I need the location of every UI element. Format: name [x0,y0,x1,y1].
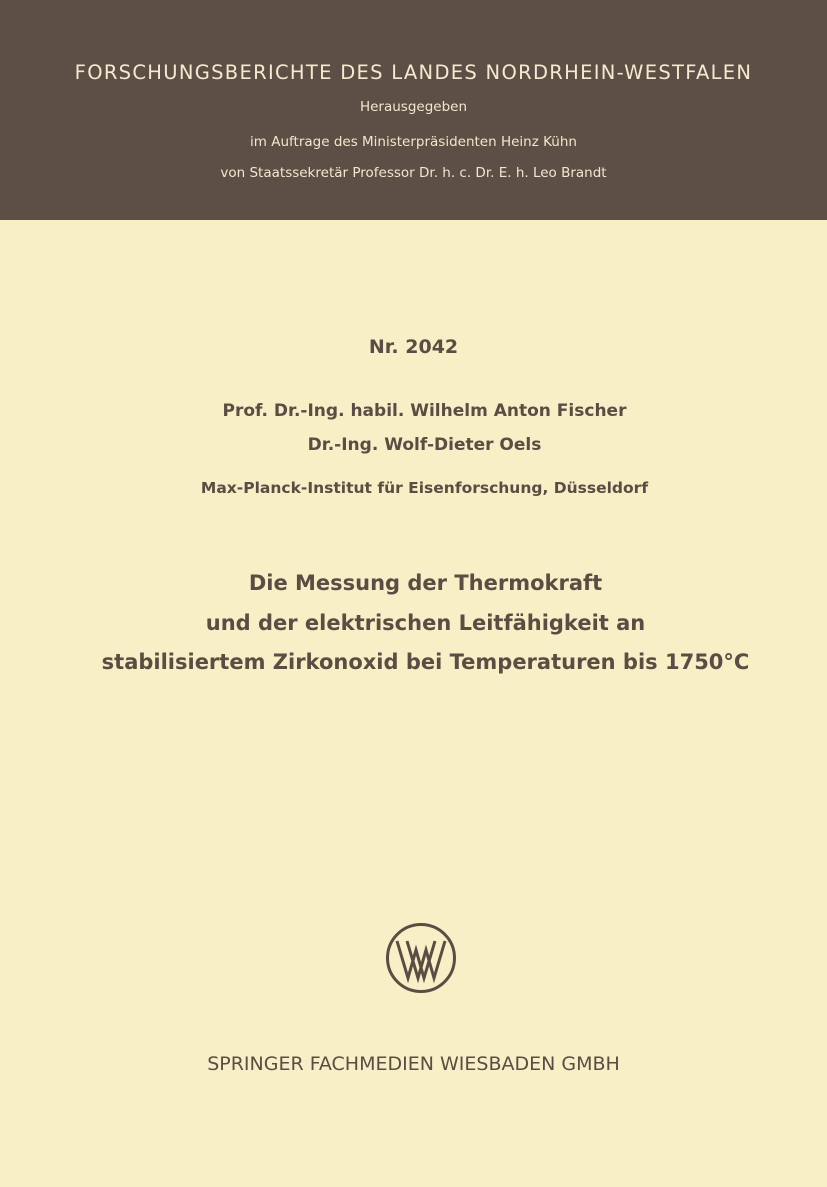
institute: Max-Planck-Institut für Eisenforschung, Düsseldorf [200,479,649,497]
editor-line-herausgegeben: Herausgegeben [359,99,468,115]
report-number: Nr. 2042 [368,336,459,358]
title-line-3: stabilisiertem Zirkonoxid bei Temperaturen bis 1750°C [101,650,750,674]
header-band [0,0,827,220]
author-oels: Dr.-Ing. Wolf-Dieter Oels [307,435,542,455]
title-line-1: Die Messung der Thermokraft [248,571,603,595]
title-line-2: und der elektrischen Leitfähigkeit an [205,611,646,635]
series-title: FORSCHUNGSBERICHTE DES LANDES NORDRHEIN-WESTFALEN [74,61,753,84]
author-fischer: Prof. Dr.-Ing. habil. Wilhelm Anton Fischer [222,401,627,421]
publisher-ww-logo-icon [385,922,457,994]
editor-line-auftrag: im Auftrage des Ministerpräsidenten Heinz Kühn [250,134,577,150]
publisher-name: SPRINGER FACHMEDIEN WIESBADEN GMBH [207,1053,620,1075]
editor-line-staatssekretaer: von Staatssekretär Professor Dr. h. c. Dr. E. h. Leo Brandt [220,165,607,181]
